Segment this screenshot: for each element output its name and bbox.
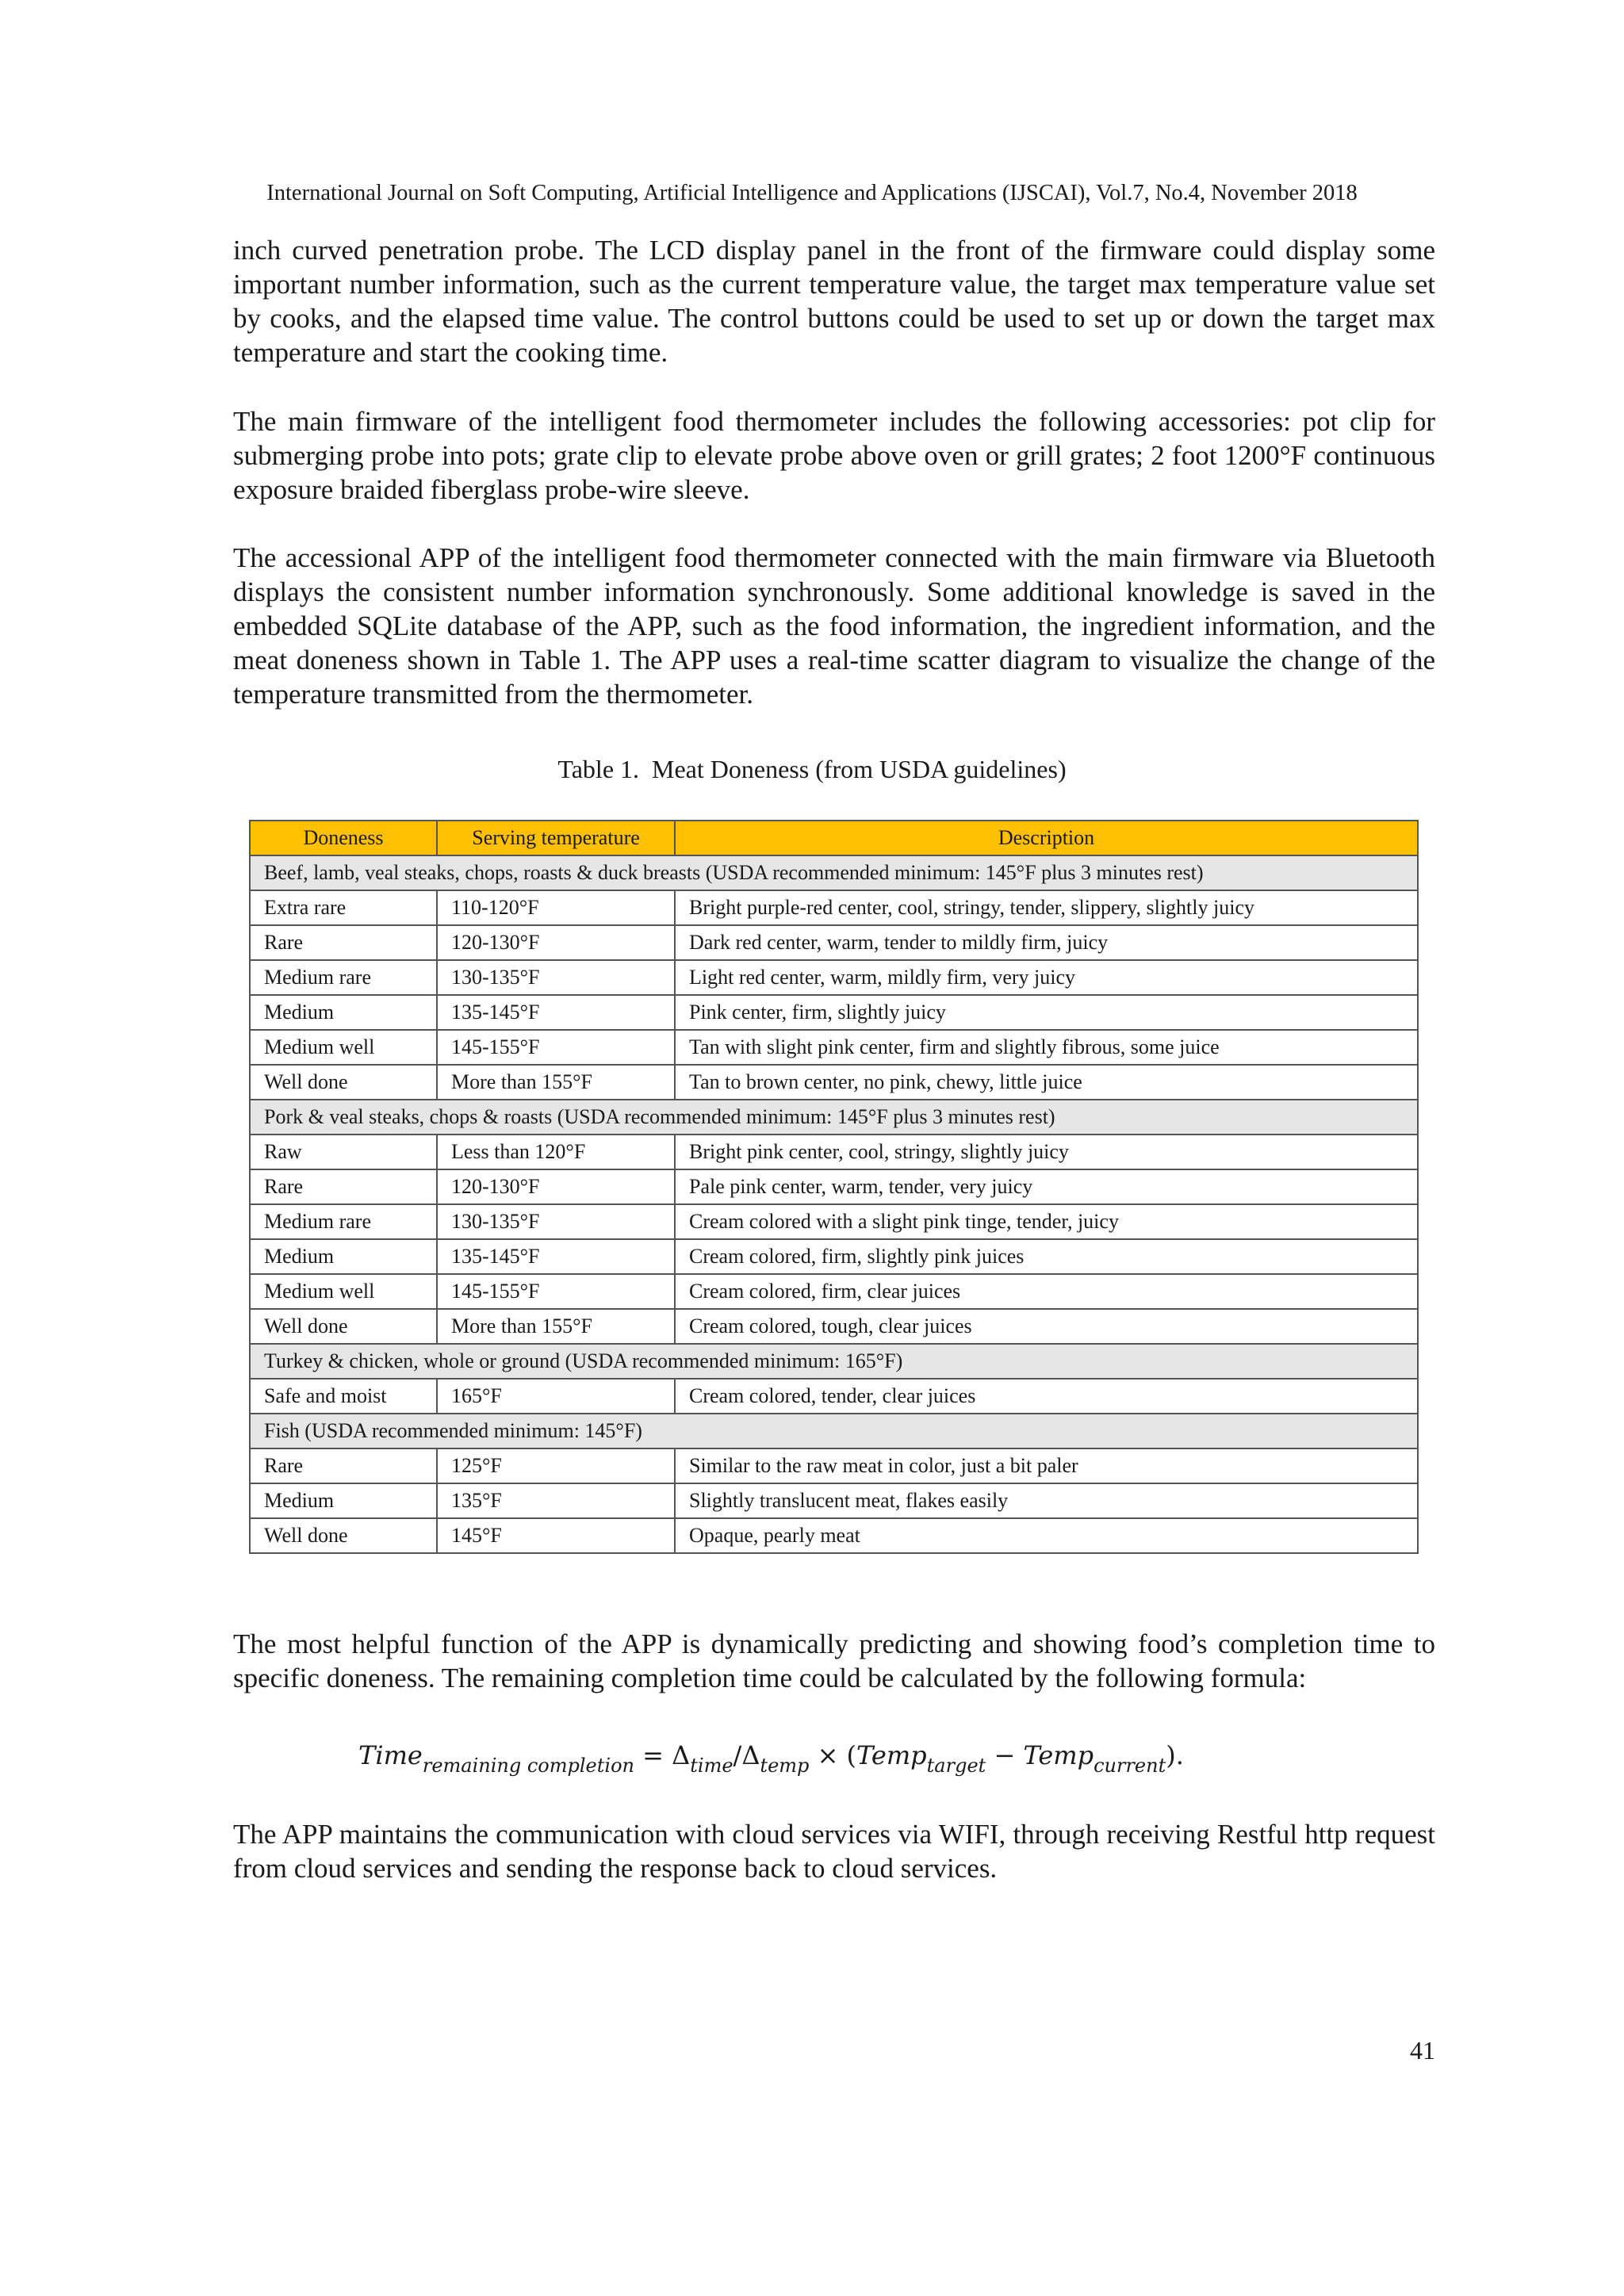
formula-temp-target: Temp: [856, 1740, 927, 1770]
meat-doneness-table: [249, 820, 1419, 1554]
serving-temperature-cell: More than 155°F: [437, 1309, 675, 1344]
serving-temperature-cell: 135-145°F: [437, 995, 675, 1030]
column-header: Serving temperature: [437, 821, 675, 855]
group-title: Fish (USDA recommended minimum: 145°F): [250, 1414, 1418, 1448]
completion-time-formula: [358, 1736, 1184, 1785]
table-row: [250, 1309, 1418, 1344]
serving-temperature-cell: 110-120°F: [437, 890, 675, 925]
formula-end: ).: [1166, 1740, 1184, 1770]
serving-temperature-cell: 165°F: [437, 1379, 675, 1414]
table-row: [250, 1065, 1418, 1100]
table-caption: Table 1. Meat Doneness (from USDA guidelines): [557, 755, 1067, 783]
doneness-cell: Rare: [250, 1448, 437, 1483]
description-cell: Pale pink center, warm, tender, very juicy: [675, 1169, 1418, 1204]
formula-delta-time: Δ: [672, 1740, 691, 1770]
group-title: Pork & veal steaks, chops & roasts (USDA recommended minimum: 145°F plus 3 minutes rest): [250, 1100, 1418, 1135]
doneness-cell: Raw: [250, 1135, 437, 1169]
table-row: [250, 1448, 1418, 1483]
serving-temperature-cell: 145-155°F: [437, 1030, 675, 1065]
formula-slash: /: [733, 1740, 742, 1770]
description-cell: Tan with slight pink center, firm and slightly fibrous, some juice: [675, 1030, 1418, 1065]
doneness-cell: Safe and moist: [250, 1379, 437, 1414]
table-row: [250, 1483, 1418, 1518]
doneness-cell: Medium: [250, 1483, 437, 1518]
formula-sub-temp: temp: [760, 1755, 810, 1777]
paragraph-accessories: The main firmware of the intelligent food thermometer includes the following accessories: pot clip for submerging probe into pots; grate clip to elevate probe above oven or grill grates; 2 foot 1200°F continuous exposure braided fiberglass probe-wire sleeve.: [233, 406, 1435, 505]
doneness-cell: Rare: [250, 925, 437, 960]
formula-sub-remaining: remaining completion: [422, 1755, 634, 1777]
serving-temperature-cell: 120-130°F: [437, 925, 675, 960]
doneness-cell: Medium rare: [250, 960, 437, 995]
table-row: [250, 1030, 1418, 1065]
doneness-cell: Well done: [250, 1065, 437, 1100]
group-title: Turkey & chicken, whole or ground (USDA recommended minimum: 165°F): [250, 1344, 1418, 1379]
formula-temp-current: Temp: [1023, 1740, 1094, 1770]
description-cell: Bright pink center, cool, stringy, slightly juicy: [675, 1135, 1418, 1169]
serving-temperature-cell: More than 155°F: [437, 1065, 675, 1100]
doneness-cell: Well done: [250, 1518, 437, 1553]
formula-minus: −: [986, 1740, 1024, 1770]
description-cell: Similar to the raw meat in color, just a bit paler: [675, 1448, 1418, 1483]
table-row: [250, 1204, 1418, 1239]
table-row: [250, 1239, 1418, 1274]
table-row: [250, 1379, 1418, 1414]
table-row: [250, 890, 1418, 925]
serving-temperature-cell: 130-135°F: [437, 1204, 675, 1239]
serving-temperature-cell: Less than 120°F: [437, 1135, 675, 1169]
serving-temperature-cell: 145°F: [437, 1518, 675, 1553]
paragraph-app-bluetooth: The accessional APP of the intelligent food thermometer connected with the main firmware via Bluetooth displays the consistent number information synchronously. Some additional knowledge is saved in the embedded SQLite database of the APP, such as the food information, the ingredient information, and the meat doneness shown in Table 1. The APP uses a real-time scatter diagram to visualize the change of the temperature transmitted from the thermometer.: [233, 542, 1435, 710]
description-cell: Cream colored, firm, slightly pink juices: [675, 1239, 1418, 1274]
table-group-row: [250, 1100, 1418, 1135]
description-cell: Dark red center, warm, tender to mildly firm, juicy: [675, 925, 1418, 960]
description-cell: Slightly translucent meat, flakes easily: [675, 1483, 1418, 1518]
serving-temperature-cell: 125°F: [437, 1448, 675, 1483]
formula-time: Time: [358, 1740, 423, 1770]
formula-times: × (: [809, 1740, 857, 1770]
serving-temperature-cell: 130-135°F: [437, 960, 675, 995]
doneness-cell: Medium: [250, 995, 437, 1030]
description-cell: Opaque, pearly meat: [675, 1518, 1418, 1553]
serving-temperature-cell: 135°F: [437, 1483, 675, 1518]
description-cell: Cream colored with a slight pink tinge, tender, juicy: [675, 1204, 1418, 1239]
column-header: Description: [675, 821, 1418, 855]
formula-sub-target: target: [926, 1755, 986, 1777]
serving-temperature-cell: 145-155°F: [437, 1274, 675, 1309]
table-row: [250, 1169, 1418, 1204]
serving-temperature-cell: 120-130°F: [437, 1169, 675, 1204]
table-row: [250, 1274, 1418, 1309]
paragraph-probe-display: inch curved penetration probe. The LCD display panel in the front of the firmware could display some important number information, such as the current temperature value, the target max temperature value set by cooks, and the elapsed time value. The control buttons could be used to set up or down the target max temperature and start the cooking time.: [233, 235, 1435, 368]
doneness-cell: Medium well: [250, 1274, 437, 1309]
page-number: 41: [1410, 2036, 1435, 2064]
running-head: International Journal on Soft Computing, Artificial Intelligence and Applications (IJSCAI), Vol.7, No.4, November 2018: [266, 181, 1358, 205]
doneness-cell: Medium rare: [250, 1204, 437, 1239]
doneness-cell: Medium: [250, 1239, 437, 1274]
description-cell: Tan to brown center, no pink, chewy, little juice: [675, 1065, 1418, 1100]
doneness-cell: Medium well: [250, 1030, 437, 1065]
table-group-row: [250, 855, 1418, 890]
table-group-row: [250, 1414, 1418, 1448]
description-cell: Light red center, warm, mildly firm, very juicy: [675, 960, 1418, 995]
formula-delta-temp: Δ: [741, 1740, 760, 1770]
doneness-cell: Rare: [250, 1169, 437, 1204]
doneness-cell: Well done: [250, 1309, 437, 1344]
table-row: [250, 925, 1418, 960]
group-title: Beef, lamb, veal steaks, chops, roasts & duck breasts (USDA recommended minimum: 145°F plus 3 minutes rest): [250, 855, 1418, 890]
description-cell: Cream colored, tough, clear juices: [675, 1309, 1418, 1344]
paragraph-prediction: The most helpful function of the APP is dynamically predicting and showing food’s completion time to specific doneness. The remaining completion time could be calculated by the following formula:: [233, 1628, 1435, 1693]
description-cell: Bright purple-red center, cool, stringy, tender, slippery, slightly juicy: [675, 890, 1418, 925]
formula-sub-time: time: [690, 1755, 733, 1777]
paragraph-cloud-services: The APP maintains the communication with cloud services via WIFI, through receiving Restful http request from cloud services and sending the response back to cloud services.: [233, 1819, 1435, 1884]
doneness-cell: Extra rare: [250, 890, 437, 925]
description-cell: Cream colored, tender, clear juices: [675, 1379, 1418, 1414]
formula-sub-current: current: [1094, 1755, 1166, 1777]
table-row: [250, 995, 1418, 1030]
description-cell: Pink center, firm, slightly juicy: [675, 995, 1418, 1030]
column-header: Doneness: [250, 821, 437, 855]
table-row: [250, 1518, 1418, 1553]
table-row: [250, 960, 1418, 995]
table-group-row: [250, 1344, 1418, 1379]
formula-equals: =: [634, 1740, 672, 1770]
serving-temperature-cell: 135-145°F: [437, 1239, 675, 1274]
table-row: [250, 1135, 1418, 1169]
description-cell: Cream colored, firm, clear juices: [675, 1274, 1418, 1309]
table-header-row: [250, 821, 1418, 855]
